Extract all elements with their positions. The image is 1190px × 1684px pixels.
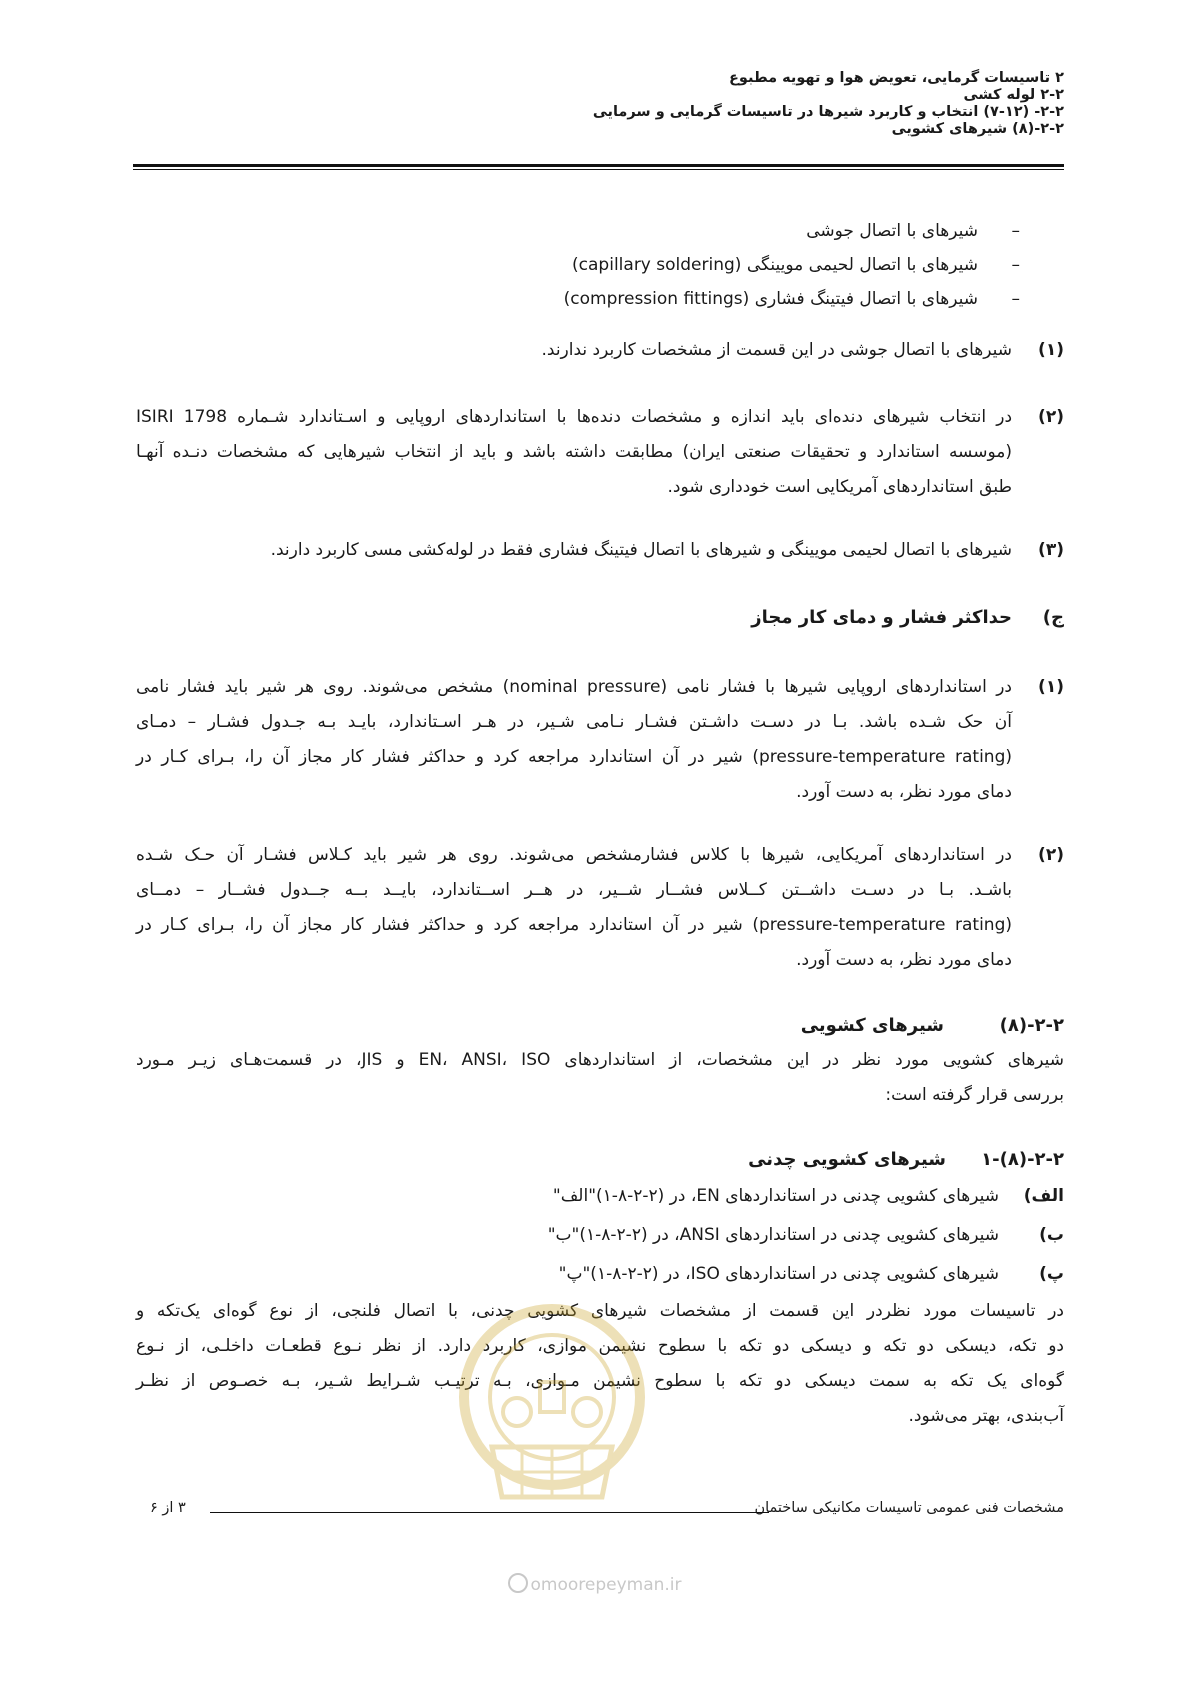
header-line-1: ۲ تاسیسات گرمایی، تعویض هوا و تهویه مطبوع [729, 70, 1064, 86]
paragraph-number: (۱) [1038, 340, 1064, 360]
section-label: ج) [1042, 607, 1064, 628]
paragraph-line: طبق استانداردهای آمریکایی است خودداری شود. [667, 477, 1012, 497]
paragraph-line: شیرهای با اتصال جوشی در این قسمت از مشخصات کاربرد ندارند. [541, 340, 1012, 360]
paragraph-line: آب‌بندی، بهتر می‌شود. [908, 1406, 1064, 1426]
paragraph-line: در تاسیسات مورد نظردر این قسمت از مشخصات شیرهای کشویی چدنی، با اتصال فلنجی، از نوع گوه‌ای یک‌تکه و [136, 1301, 1064, 1321]
item-label: ب) [1039, 1225, 1064, 1245]
bullet-list [140, 214, 1020, 316]
list-item [140, 248, 1020, 282]
paragraph-line: دمای مورد نظر، به دست آورد. [796, 782, 1012, 802]
item-label: الف) [1023, 1186, 1064, 1206]
watermark-text: omoorepeyman.ir [530, 1575, 682, 1595]
paragraph-line: (pressure-temperature rating) شیر در آن استاندارد مراجعه کرد و حداکثر فشار کار مجاز آن را، بـرای کـار در [136, 915, 1012, 935]
page-header [134, 70, 1064, 138]
page-number: ۳ از ۶ [150, 1500, 186, 1516]
list-item [140, 282, 1020, 316]
paragraph-line: دمای مورد نظر، به دست آورد. [796, 950, 1012, 970]
paragraph-line: شیرهای کشویی مورد نظر در این مشخصات، از استانداردهای EN، ANSI، ISO و JIS، در قسمت‌هـای زیـر مـورد [136, 1050, 1064, 1070]
item-label: پ) [1039, 1264, 1064, 1284]
paragraph-number: (۳) [1038, 540, 1064, 560]
paragraph-line: باشـد. بـا در دسـت داشــتن کــلاس فشــار شــیر، در هــر اســتاندارد، بایــد بــه جــدول فشــار – دمــای [136, 880, 1012, 900]
paragraph-line: در استانداردهای آمریکایی، شیرها با کلاس فشارمشخص می‌شوند. روی هر شیر باید کـلاس فشـار آن حـک شـده [136, 845, 1012, 865]
paragraph-line: شیرهای با اتصال لحیمی مویینگی و شیرهای با اتصال فیتینگ فشاری فقط در لوله‌کشی مسی کاربرد دارند. [270, 540, 1012, 560]
header-line-2: ۲-۲ لوله کشی [963, 87, 1064, 103]
watermark-seal-icon [452, 1297, 652, 1517]
item-text: شیرهای کشویی چدنی در استانداردهای ANSI، در (۲-۲-۸-۱)"ب" [547, 1225, 999, 1245]
paragraph-line: (pressure-temperature rating) شیر در آن استاندارد مراجعه کرد و حداکثر فشار کار مجاز آن را، بـرای کـار در [136, 747, 1012, 767]
section-8-heading [136, 1008, 1064, 1043]
paragraph-line: بررسی قرار گرفته است: [885, 1085, 1064, 1105]
paragraph-line: در انتخاب شیرهای دنده‌ای باید اندازه و مشخصات دنده‌ها با استانداردهای اروپایی و اسـتاندارد شـماره ISIRI 1798 [136, 407, 1013, 427]
paragraph-number: (۲) [1038, 845, 1064, 865]
at-sign-icon [508, 1573, 528, 1593]
list-item-text: شیرهای با اتصال فیتینگ فشاری (compression fittings) [563, 289, 978, 309]
paragraph-line: آن حک شـده باشد. بـا در دسـت داشـتن فشـار نـامی شـیر، در هـر اسـتاندارد، بایـد بـه جـدول فشـار – دمـای [136, 712, 1012, 732]
paragraph-line: گوه‌ای یک تکه به سمت دیسکی دو تکه با سطوح نشیمن مـوازی، بـه ترتیـب شـرایط شـیر، بـه خصـوص از نظـر [136, 1371, 1064, 1391]
header-line-3: ۲-۲- (۷-۱۲) انتخاب و کاربرد شیرها در تاسیسات گرمایی و سرمایی [592, 104, 1064, 120]
section-title: حداکثر فشار و دمای کار مجاز [751, 607, 1012, 628]
list-item [136, 1255, 1064, 1294]
section-number: ۲-۲-(۸)-۱ [981, 1149, 1064, 1170]
watermark [0, 1573, 1190, 1595]
list-item-text: شیرهای با اتصال لحیمی مویینگی (capillary soldering) [572, 255, 978, 275]
list-item [140, 214, 1020, 248]
list-item-text: شیرهای با اتصال جوشی [806, 221, 978, 241]
dash-bullet: – [1011, 255, 1020, 275]
paragraph-line: دو تکه، دیسکی دو تکه و دیسکی دو تکه با سطوح نشیمن موازی، کاربرد دارد. از نظر نـوع قطعـات داخلـی، از نـوع [136, 1336, 1064, 1356]
item-text: شیرهای کشویی چدنی در استانداردهای ISO، در (۲-۲-۸-۱)"پ" [558, 1264, 999, 1284]
footer-rule [210, 1512, 769, 1513]
paragraph-number: (۲) [1038, 407, 1064, 427]
list-item [136, 1177, 1064, 1216]
section-title: شیرهای کشویی چدنی [748, 1149, 946, 1170]
section-8 [136, 1008, 1064, 1113]
header-line-4: ۲-۲-(۸) شیرهای کشویی [891, 121, 1064, 137]
section-title: شیرهای کشویی [800, 1015, 944, 1036]
footer-title: مشخصات فنی عمومی تاسیسات مکانیکی ساختمان [754, 1500, 1064, 1516]
dash-bullet: – [1011, 221, 1020, 241]
item-text: شیرهای کشویی چدنی در استانداردهای EN، در (۲-۲-۸-۱)"الف" [552, 1186, 999, 1206]
header-rule-thick [133, 164, 1064, 167]
section-number: ۲-۲-(۸) [999, 1015, 1064, 1036]
dash-bullet: – [1011, 289, 1020, 309]
page-footer [150, 1500, 1064, 1524]
list-item [136, 1216, 1064, 1255]
section-8-1-heading [136, 1142, 1064, 1177]
header-rule-thin [133, 169, 1064, 170]
paragraph-number: (۱) [1038, 677, 1064, 697]
paragraph-line: (موسسه استاندارد و تحقیقات صنعتی ایران) مطابقت داشته باشد و باید از انتخاب شیرهایی که مشخصات دنـده آنهـا [136, 442, 1012, 462]
paragraph-line: در استانداردهای اروپایی شیرها با فشار نامی (nominal pressure) مشخص می‌شوند. روی هر شیر باید فشار نامی [136, 677, 1012, 697]
